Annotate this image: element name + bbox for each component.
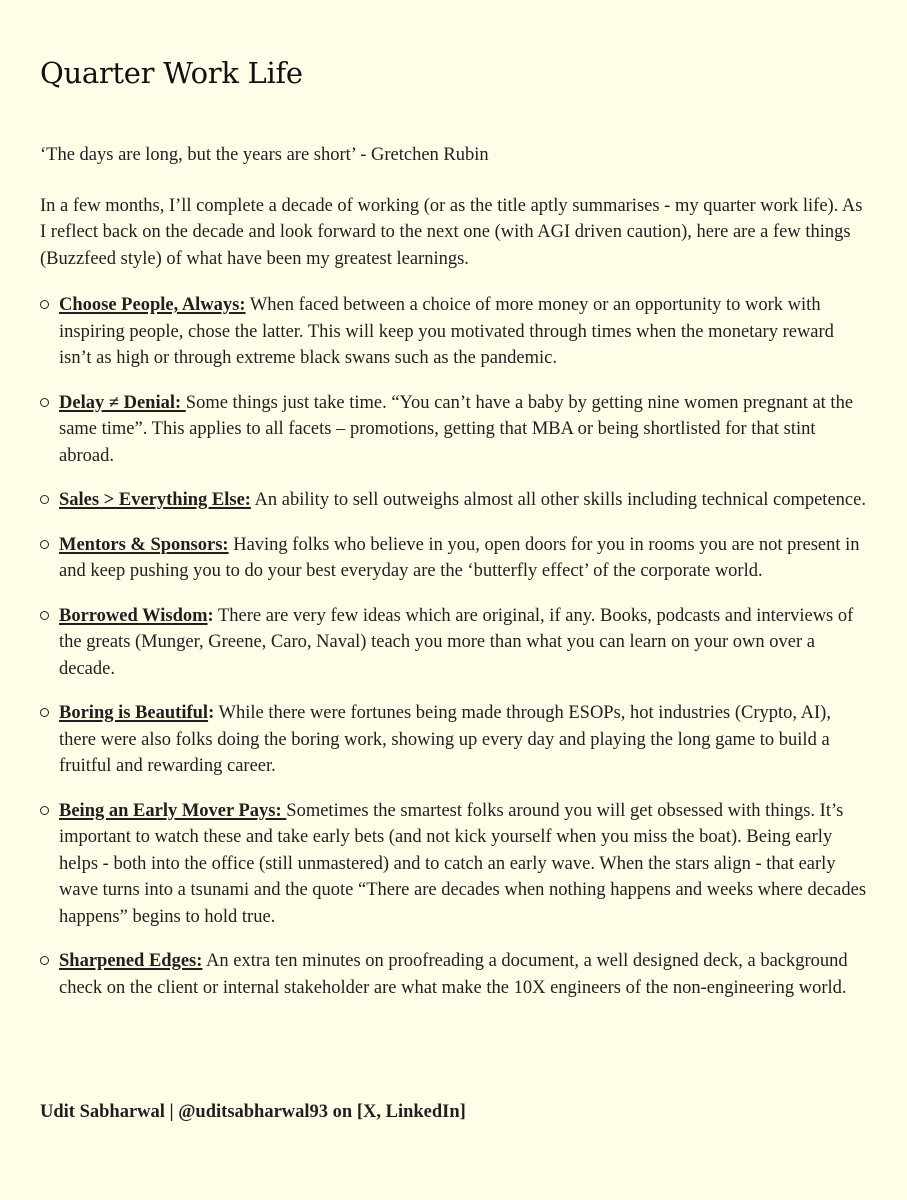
list-item-sales	[40, 487, 867, 514]
list-item-mentors	[40, 532, 867, 585]
list-item-choose-people	[40, 292, 867, 372]
author-signature: Udit Sabharwal | @uditsabharwal93 on [X, LinkedIn]	[40, 1102, 466, 1122]
hollow-bullet-icon	[40, 398, 49, 407]
point-text: There are very few ideas which are original, if any. Books, podcasts and interviews of the greats (Munger, Greene, Caro, Naval) teach you more than what you can learn on your own over a decade.	[59, 605, 854, 679]
point-text: When faced between a choice of more money or an opportunity to work with inspiring people, chose the latter. This will keep you motivated through times when the monetary reward isn’t as high or through extreme black swans such as the pandemic.	[59, 295, 834, 368]
opening-quote: ‘The days are long, but the years are short’ - Gretchen Rubin	[40, 145, 489, 165]
point-heading: Being an Early Mover Pays:	[59, 800, 287, 821]
point-colon: :	[208, 703, 215, 723]
document-title: Quarter Work Life	[40, 56, 303, 90]
list-item-early-mover	[40, 798, 867, 931]
hollow-bullet-icon	[40, 300, 49, 309]
point-heading: Choose People, Always:	[59, 295, 246, 315]
point-text: Some things just take time. “You can’t have a baby by getting nine women pregnant at the same time”. This applies to all facets – promotions, getting that MBA or being shortlisted for that stint abroad.	[59, 392, 854, 466]
point-heading: Borrowed Wisdom	[59, 605, 208, 626]
learnings-list	[40, 292, 867, 1001]
point-text: Having folks who believe in you, open doors for you in rooms you are not present in and keep pushing you to do your best everyday are the ‘butterfly effect’ of the corporate world.	[59, 534, 860, 581]
list-item-borrowed-wisdom	[40, 603, 867, 683]
point-heading: Sales > Everything Else:	[59, 490, 251, 510]
hollow-bullet-icon	[40, 495, 49, 504]
point-heading: Sharpened Edges:	[59, 951, 203, 971]
hollow-bullet-icon	[40, 611, 49, 620]
point-heading: Boring is Beautiful	[59, 703, 209, 723]
point-heading: Mentors & Sponsors:	[59, 534, 229, 555]
list-item-sharpened-edges	[40, 948, 867, 1001]
hollow-bullet-icon	[40, 708, 49, 717]
point-heading: Delay ≠ Denial:	[59, 392, 186, 413]
point-text: While there were fortunes being made through ESOPs, hot industries (Crypto, AI), there were also folks doing the boring work, showing up every day and playing the long game to build a fruitful and rewarding career.	[59, 703, 831, 776]
point-colon: :	[207, 605, 214, 626]
point-text: Sometimes the smartest folks around you will get obsessed with things. It’s important to watch these and take early bets (and not kick yourself when you miss the boat). Being early helps - both into the office (still unmastered) and to catch an early wave. When the stars align - that early wave turns into a tsunami and the quote “There are decades when nothing happens and weeks where decades happens” begins to hold true.	[59, 800, 867, 927]
point-text: An ability to sell outweighs almost all other skills including technical competence.	[250, 490, 866, 510]
intro-paragraph: In a few months, I’ll complete a decade of working (or as the title aptly summarises - my quarter work life). As I reflect back on the decade and look forward to the next one (with AGI driven caution), here are a few things (Buzzfeed style) of what have been my greatest learnings.	[40, 195, 863, 269]
hollow-bullet-icon	[40, 956, 49, 965]
hollow-bullet-icon	[40, 806, 49, 815]
list-item-boring-beautiful	[40, 700, 867, 780]
list-item-delay-denial	[40, 390, 867, 470]
hollow-bullet-icon	[40, 540, 49, 549]
point-text: An extra ten minutes on proofreading a document, a well designed deck, a background check on the client or internal stakeholder are what make the 10X engineers of the non-engineering world.	[59, 951, 848, 998]
